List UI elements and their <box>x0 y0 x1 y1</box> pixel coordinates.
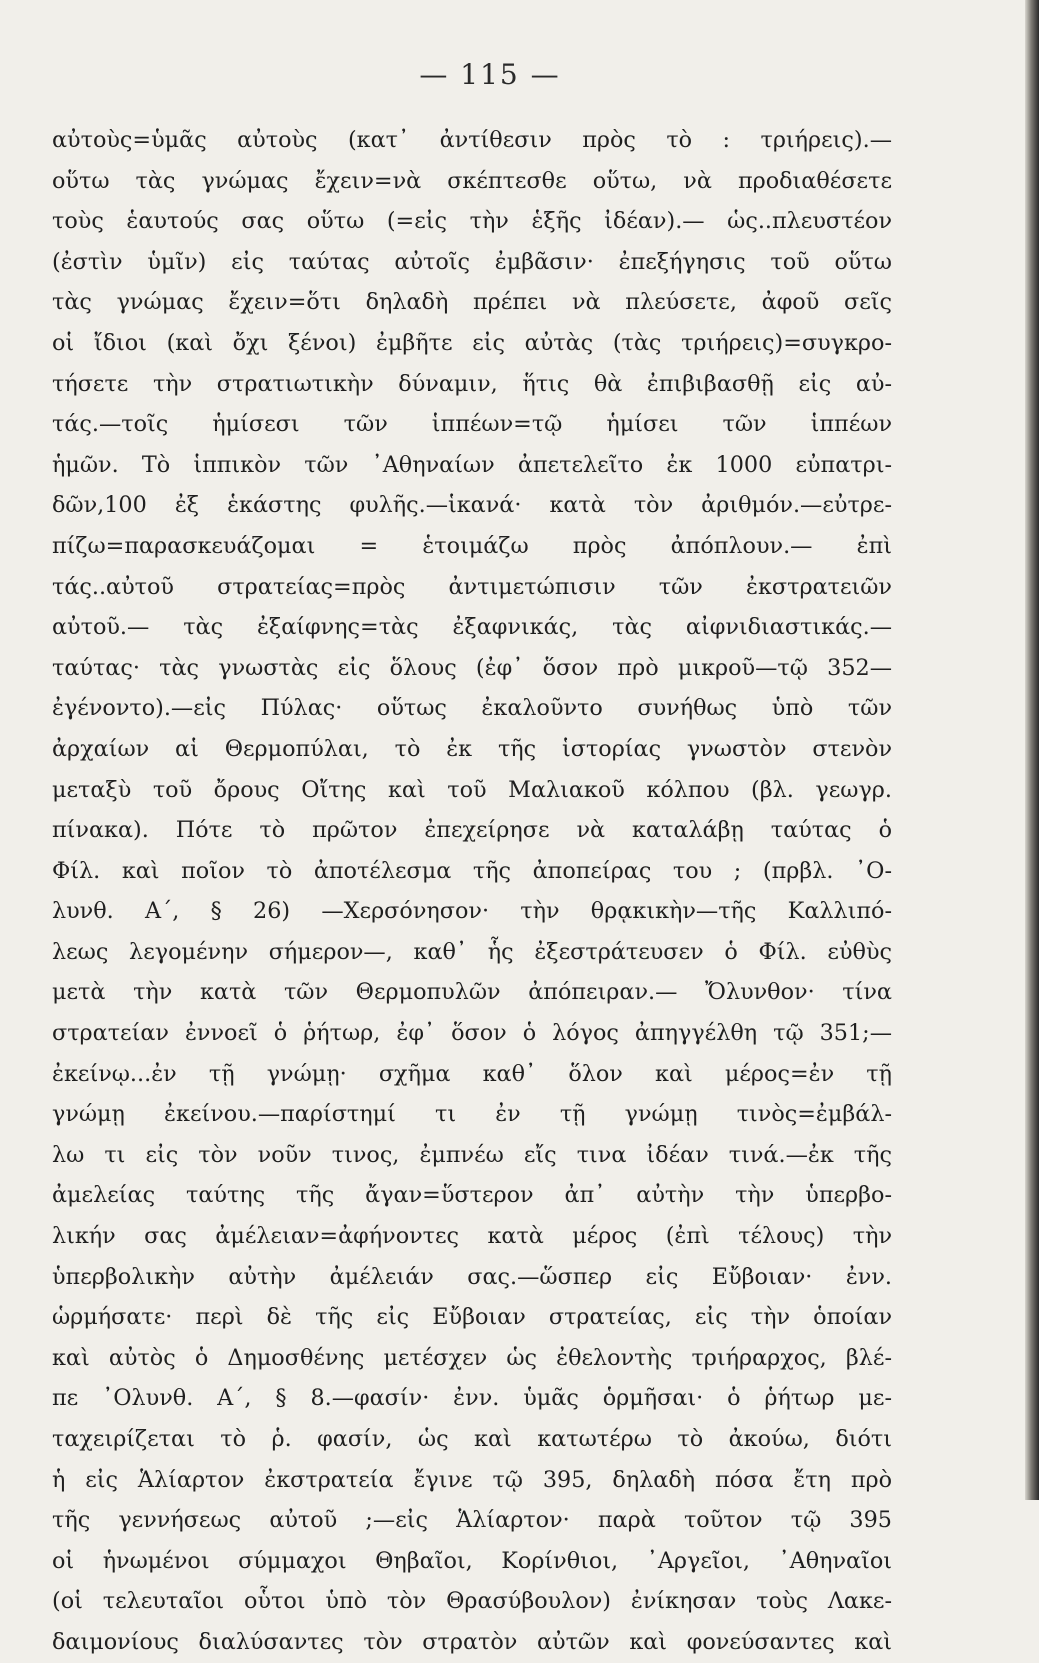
text-line: καὶ αὐτὸς ὁ Δημοσθένης μετέσχεν ὡς ἐθελοντὴς τριήραρχος, βλέ- <box>52 1344 892 1371</box>
text-line: γνώμῃ ἐκείνου.—παρίστημί τι ἐν τῇ γνώμῃ τινὸς=ἐμβάλ- <box>52 1101 892 1128</box>
text-line: στρατείαν ἐννοεῖ ὁ ῥήτωρ, ἐφ᾽ ὅσον ὁ λόγος ἀπηγγέλθη τῷ 351;— <box>52 1020 892 1047</box>
text-line: μετὰ τὴν κατὰ τῶν Θερμοπυλῶν ἀπόπειραν.— Ὄλυνθον· τίνα <box>52 979 892 1006</box>
text-line: τάς..αὐτοῦ στρατείας=πρὸς ἀντιμετώπισιν τῶν ἐκστρατειῶν <box>52 573 892 600</box>
text-line: ἀμελείας ταύτης τῆς ἄγαν=ὕστερον ἀπ᾽ αὐτὴν τὴν ὑπερβο- <box>52 1182 892 1209</box>
page-number: — 115 — <box>419 58 561 91</box>
text-line: λυνθ. Α΄, § 26) —Χερσόνησον· τὴν θρᾳκικὴν—τῆς Καλλιπό- <box>52 898 892 925</box>
text-line: ταχειρίζεται τὸ ῥ. φασίν, ὡς καὶ κατωτέρω τὸ ἀκούω, διότι <box>52 1426 892 1452</box>
text-line: λικήν σας ἀμέλειαν=ἀφήνοντες κατὰ μέρος (ἐπὶ τέλους) τὴν <box>52 1223 892 1250</box>
text-line: ταύτας· τὰς γνωστὰς εἰς ὅλους (ἐφ᾽ ὅσον πρὸ μικροῦ—τῷ 352— <box>52 654 892 681</box>
text-line: αὐτοῦ.— τὰς ἐξαίφνης=τὰς ἐξαφνικάς, τὰς αἰφνιδιαστικάς.— <box>52 614 892 641</box>
text-line: μεταξὺ τοῦ ὄρους Οἴτης καὶ τοῦ Μαλιακοῦ κόλπου (βλ. γεωγρ. <box>52 776 892 803</box>
text-line: πίνακα). Πότε τὸ πρῶτον ἐπεχείρησε νὰ καταλάβῃ ταύτας ὁ <box>52 817 892 844</box>
text-line: αὐτοὺς=ὑμᾶς αὐτοὺς (κατ᾽ ἀντίθεσιν πρὸς τὸ : τριήρεις).— <box>52 127 892 153</box>
text-line: τήσετε τὴν στρατιωτικὴν δύναμιν, ἥτις θὰ ἐπιβιβασθῇ εἰς αὐ- <box>52 370 892 397</box>
page-edge-shadow <box>1025 0 1039 1500</box>
text-line: δαιμονίους διαλύσαντες τὸν στρατὸν αὐτῶν καὶ φονεύσαντες καὶ <box>52 1628 892 1655</box>
text-line: πε ᾿Ολυνθ. Α΄, § 8.—φασίν· ἐνν. ὑμᾶς ὁρμῆσαι· ὁ ῥήτωρ με- <box>52 1385 892 1412</box>
text-line: λω τι εἰς τὸν νοῦν τινος, ἐμπνέω εἴς τινα ἰδέαν τινά.—ἐκ τῆς <box>52 1141 892 1168</box>
text-line: ἐγένοντο).—εἰς Πύλας· οὕτως ἐκαλοῦντο συνήθως ὑπὸ τῶν <box>52 695 892 722</box>
text-line: δῶν,100 ἐξ ἑκάστης φυλῆς.—ἱκανά· κατὰ τὸν ἀριθμόν.—εὐτρε- <box>52 492 892 519</box>
text-line: ἐκείνῳ...ἐν τῇ γνώμῃ· σχῆμα καθ᾽ ὅλον καὶ μέρος=ἐν τῇ <box>52 1060 892 1087</box>
text-line: τὰς γνώμας ἔχειν=ὅτι δηλαδὴ πρέπει νὰ πλεύσετε, ἀφοῦ σεῖς <box>52 289 892 316</box>
text-line: (οἱ τελευταῖοι οὗτοι ὑπὸ τὸν Θρασύβουλον) ἐνίκησαν τοὺς Λακε- <box>52 1588 892 1615</box>
text-line: ὑπερβολικὴν αὐτὴν ἀμέλειάν σας.—ὥσπερ εἰς Εὔβοιαν· ἐνν. <box>52 1263 892 1290</box>
commentary-text <box>52 120 892 1663</box>
text-line: ἡ εἰς Ἁλίαρτον ἐκστρατεία ἔγινε τῷ 395, δηλαδὴ πόσα ἔτη πρὸ <box>52 1466 892 1493</box>
text-line: ὡρμήσατε· περὶ δὲ τῆς εἰς Εὔβοιαν στρατείας, εἰς τὴν ὁποίαν <box>52 1304 892 1331</box>
text-line: Φίλ. καὶ ποῖον τὸ ἀποτέλεσμα τῆς ἀποπείρας του ; (πρβλ. ᾿Ο- <box>52 857 892 884</box>
text-line: ἡμῶν. Τὸ ἱππικὸν τῶν ᾿Αθηναίων ἀπετελεῖτο ἐκ 1000 εὐπατρι- <box>52 451 892 478</box>
text-line: τάς.—τοῖς ἡμίσεσι τῶν ἱππέων=τῷ ἡμίσει τῶν ἱππέων <box>52 411 892 438</box>
text-line: πίζω=παρασκευάζομαι = ἑτοιμάζω πρὸς ἀπόπλουν.— ἐπὶ <box>52 532 892 559</box>
text-line: τοὺς ἑαυτούς σας οὕτω (=εἰς τὴν ἑξῆς ἰδέαν).— ὡς..πλευστέον <box>52 208 892 235</box>
text-line: τῆς γεννήσεως αὐτοῦ ;—εἰς Ἁλίαρτον· παρὰ τοῦτον τῷ 395 <box>52 1507 892 1534</box>
text-line: οὕτω τὰς γνώμας ἔχειν=νὰ σκέπτεσθε οὕτω, νὰ προδιαθέσετε <box>52 167 892 194</box>
text-line: ἀρχαίων αἱ Θερμοπύλαι, τὸ ἐκ τῆς ἱστορίας γνωστὸν στενὸν <box>52 735 892 762</box>
text-line: (ἐστὶν ὑμῖν) εἰς ταύτας αὐτοῖς ἐμβᾶσιν· ἐπεξήγησις τοῦ οὕτω <box>52 248 892 275</box>
text-line: οἱ ἡνωμένοι σύμμαχοι Θηβαῖοι, Κορίνθιοι, ᾿Αργεῖοι, ᾿Αθηναῖοι <box>52 1547 892 1574</box>
text-line: οἱ ἴδιοι (καὶ ὄχι ξένοι) ἐμβῆτε εἰς αὐτὰς (τὰς τριήρεις)=συγκρο- <box>52 329 892 356</box>
text-line: λεως λεγομένην σήμερον—, καθ᾽ ἧς ἐξεστράτευσεν ὁ Φίλ. εὐθὺς <box>52 938 892 965</box>
